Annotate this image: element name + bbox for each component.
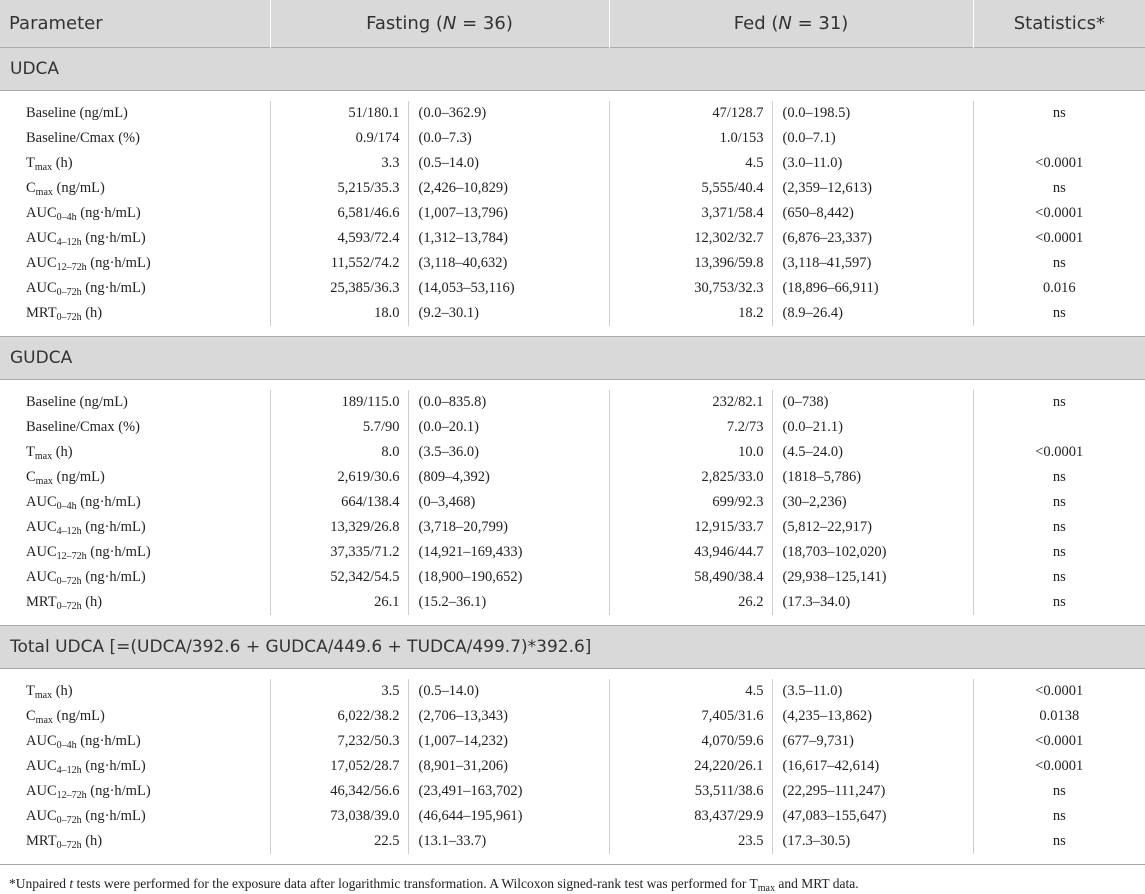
parameter-name: AUC	[26, 783, 57, 799]
parameter-name: AUC	[26, 733, 57, 749]
row-spacer	[0, 854, 1145, 864]
parameter-subscript: 0–72h	[56, 312, 82, 323]
fasting-value-cell: 7,232/50.3	[270, 729, 408, 754]
table-row	[0, 301, 1145, 326]
fed-value-cell: 83,437/29.9	[609, 804, 772, 829]
fasting-value-cell: 664/138.4	[270, 490, 408, 515]
fasting-value-cell: 73,038/39.0	[270, 804, 408, 829]
parameter-name: C	[26, 469, 36, 485]
row-spacer	[0, 669, 1145, 680]
fasting-value-cell: 46,342/56.6	[270, 779, 408, 804]
fasting-value-cell: 0.9/174	[270, 126, 408, 151]
parameter-cell	[0, 490, 270, 515]
fed-value-cell: 12,915/33.7	[609, 515, 772, 540]
parameter-cell	[0, 540, 270, 565]
table-row	[0, 590, 1145, 615]
section-header-row	[0, 48, 1145, 91]
fed-value-cell: 3,371/58.4	[609, 201, 772, 226]
fasting-range-cell: (18,900–190,652)	[408, 565, 609, 590]
parameter-unit: (ng·h/mL)	[81, 230, 146, 246]
table-row	[0, 729, 1145, 754]
fed-range-cell: (18,703–102,020)	[772, 540, 973, 565]
parameter-name: Baseline (ng/mL)	[26, 394, 128, 410]
fasting-value-cell: 51/180.1	[270, 101, 408, 126]
table-row	[0, 540, 1145, 565]
parameter-unit: (ng·h/mL)	[81, 280, 146, 296]
fasting-value-cell: 25,385/36.3	[270, 276, 408, 301]
parameter-subscript: 12–72h	[56, 551, 87, 562]
statistics-cell: 0.016	[1042, 280, 1076, 296]
statistics-cell	[973, 126, 1145, 151]
fasting-range-cell: (0.0–362.9)	[408, 101, 609, 126]
table-row	[0, 754, 1145, 779]
statistics-cell: ns	[1052, 519, 1066, 535]
parameter-cell	[0, 176, 270, 201]
statistics-cell: ns	[1052, 833, 1066, 849]
parameter-subscript: 0–4h	[56, 740, 77, 751]
parameter-name: AUC	[26, 758, 57, 774]
parameter-cell	[0, 465, 270, 490]
fasting-value-cell: 52,342/54.5	[270, 565, 408, 590]
fasting-range-cell: (0.0–7.3)	[408, 126, 609, 151]
row-spacer	[0, 615, 1145, 626]
statistics-cell: <0.0001	[1035, 733, 1084, 749]
parameter-unit: (ng·h/mL)	[86, 255, 151, 271]
parameter-cell	[0, 829, 270, 854]
parameter-name: AUC	[26, 519, 57, 535]
fed-range-cell: (0.0–21.1)	[772, 415, 973, 440]
parameter-unit: (ng·h/mL)	[86, 783, 151, 799]
parameter-subscript: 4–12h	[56, 237, 82, 248]
fasting-value-cell: 17,052/28.7	[270, 754, 408, 779]
statistics-cell: ns	[1052, 783, 1066, 799]
statistics-cell: ns	[1052, 469, 1066, 485]
fasting-range-cell: (15.2–36.1)	[408, 590, 609, 615]
section-title: Total UDCA [=(UDCA/392.6 + GUDCA/449.6 + TUDCA/499.7)*392.6]	[0, 626, 1145, 669]
fasting-range-cell: (0.0–20.1)	[408, 415, 609, 440]
spacer-cell	[0, 91, 1145, 102]
parameter-name: C	[26, 708, 36, 724]
statistics-cell: <0.0001	[1035, 230, 1084, 246]
table-footnote: *Unpaired t tests were performed for the exposure data after logarithmic transformation. A Wilcoxon signed-rank test was performed for $T_{max}$ and MRT data.	[0, 864, 1145, 892]
fed-range-cell: (8.9–26.4)	[772, 301, 973, 326]
row-spacer	[0, 91, 1145, 102]
fasting-range-cell: (0–3,468)	[408, 490, 609, 515]
parameter-subscript: max	[35, 476, 53, 487]
statistics-cell: ns	[1052, 494, 1066, 510]
statistics-cell: ns	[1052, 105, 1066, 121]
fed-range-cell: (5,812–22,917)	[772, 515, 973, 540]
fed-value-cell: 1.0/153	[609, 126, 772, 151]
fasting-value-cell: 2,619/30.6	[270, 465, 408, 490]
parameter-subscript: max	[34, 690, 53, 701]
parameter-unit: (ng·h/mL)	[76, 494, 141, 510]
parameter-name: T	[26, 444, 35, 460]
parameter-cell	[0, 226, 270, 251]
parameter-subscript: 4–12h	[56, 526, 82, 537]
fed-value-cell: 43,946/44.7	[609, 540, 772, 565]
fasting-value-cell: 5,215/35.3	[270, 176, 408, 201]
parameter-name: C	[26, 180, 36, 196]
fasting-range-cell: (0.0–835.8)	[408, 390, 609, 415]
parameter-subscript: 0–4h	[56, 501, 77, 512]
parameter-name: T	[26, 155, 35, 171]
statistics-cell: ns	[1052, 394, 1066, 410]
table-row	[0, 276, 1145, 301]
table-row	[0, 465, 1145, 490]
parameter-name: AUC	[26, 569, 57, 585]
parameter-cell	[0, 251, 270, 276]
fed-range-cell: (17.3–34.0)	[772, 590, 973, 615]
fasting-value-cell: 13,329/26.8	[270, 515, 408, 540]
table-row	[0, 151, 1145, 176]
header-fasting: Fasting (N = 36)	[270, 0, 609, 48]
section-header-row	[0, 626, 1145, 669]
table-row	[0, 490, 1145, 515]
statistics-cell: 0.0138	[1039, 708, 1080, 724]
fed-value-cell: 699/92.3	[609, 490, 772, 515]
table-row	[0, 804, 1145, 829]
parameter-subscript: max	[34, 162, 53, 173]
parameter-subscript: max	[35, 187, 53, 198]
statistics-cell: ns	[1052, 305, 1066, 321]
parameter-subscript: 0–4h	[56, 212, 77, 223]
parameter-unit: (ng·h/mL)	[81, 758, 146, 774]
fed-range-cell: (1818–5,786)	[772, 465, 973, 490]
section-title: UDCA	[0, 48, 1145, 91]
table-row	[0, 565, 1145, 590]
parameter-unit: (h)	[81, 594, 103, 610]
fed-value-cell: 2,825/33.0	[609, 465, 772, 490]
fasting-range-cell: (1,312–13,784)	[408, 226, 609, 251]
parameter-cell	[0, 515, 270, 540]
header-statistics: Statistics*	[973, 0, 1145, 48]
fed-range-cell: (0.0–198.5)	[772, 101, 973, 126]
fed-value-cell: 4.5	[609, 679, 772, 704]
parameter-name: AUC	[26, 255, 57, 271]
parameter-name: AUC	[26, 230, 57, 246]
fed-range-cell: (677–9,731)	[772, 729, 973, 754]
fasting-value-cell: 18.0	[270, 301, 408, 326]
fed-range-cell: (3.0–11.0)	[772, 151, 973, 176]
table-row	[0, 251, 1145, 276]
parameter-name: AUC	[26, 205, 57, 221]
fed-value-cell: 232/82.1	[609, 390, 772, 415]
table-row	[0, 176, 1145, 201]
parameter-cell	[0, 151, 270, 176]
parameter-subscript: max	[34, 451, 53, 462]
fed-value-cell: 7,405/31.6	[609, 704, 772, 729]
parameter-cell	[0, 101, 270, 126]
fed-value-cell: 4,070/59.6	[609, 729, 772, 754]
fed-range-cell: (17.3–30.5)	[772, 829, 973, 854]
parameter-unit: (h)	[52, 444, 73, 460]
fed-value-cell: 30,753/32.3	[609, 276, 772, 301]
fasting-value-cell: 6,022/38.2	[270, 704, 408, 729]
parameter-name: AUC	[26, 280, 57, 296]
fed-range-cell: (30–2,236)	[772, 490, 973, 515]
parameter-subscript: 0–72h	[56, 601, 82, 612]
fasting-range-cell: (3.5–36.0)	[408, 440, 609, 465]
fasting-range-cell: (2,706–13,343)	[408, 704, 609, 729]
parameter-subscript: 0–72h	[56, 287, 82, 298]
fasting-value-cell: 11,552/74.2	[270, 251, 408, 276]
fed-value-cell: 13,396/59.8	[609, 251, 772, 276]
parameter-cell	[0, 704, 270, 729]
table-header-row	[0, 0, 1145, 48]
parameter-unit: (ng·h/mL)	[76, 205, 141, 221]
header-fed: Fed (N = 31)	[609, 0, 973, 48]
fasting-range-cell: (14,053–53,116)	[408, 276, 609, 301]
table-row	[0, 704, 1145, 729]
parameter-cell	[0, 729, 270, 754]
row-spacer	[0, 326, 1145, 337]
parameter-unit: (h)	[52, 155, 73, 171]
parameter-unit: (h)	[52, 683, 73, 699]
fed-range-cell: (18,896–66,911)	[772, 276, 973, 301]
spacer-cell	[0, 669, 1145, 680]
parameter-name: T	[26, 683, 35, 699]
table-row	[0, 515, 1145, 540]
fasting-range-cell: (3,118–40,632)	[408, 251, 609, 276]
statistics-cell: <0.0001	[1035, 205, 1084, 221]
parameter-cell	[0, 440, 270, 465]
fed-value-cell: 10.0	[609, 440, 772, 465]
parameter-subscript: 12–72h	[56, 262, 87, 273]
fasting-value-cell: 6,581/46.6	[270, 201, 408, 226]
fed-range-cell: (47,083–155,647)	[772, 804, 973, 829]
parameter-cell	[0, 679, 270, 704]
table-row	[0, 440, 1145, 465]
parameter-subscript: 12–72h	[56, 790, 87, 801]
statistics-cell: ns	[1052, 808, 1066, 824]
fed-range-cell: (3.5–11.0)	[772, 679, 973, 704]
parameter-unit: (h)	[81, 833, 103, 849]
fasting-value-cell: 37,335/71.2	[270, 540, 408, 565]
parameter-cell	[0, 201, 270, 226]
fasting-value-cell: 8.0	[270, 440, 408, 465]
parameter-cell	[0, 565, 270, 590]
statistics-cell: ns	[1052, 180, 1066, 196]
fasting-value-cell: 3.3	[270, 151, 408, 176]
parameter-unit: (ng·h/mL)	[86, 544, 151, 560]
table-row	[0, 126, 1145, 151]
parameter-cell	[0, 804, 270, 829]
fed-value-cell: 12,302/32.7	[609, 226, 772, 251]
fasting-range-cell: (1,007–14,232)	[408, 729, 609, 754]
section-header-row	[0, 337, 1145, 380]
table-row	[0, 779, 1145, 804]
fasting-range-cell: (23,491–163,702)	[408, 779, 609, 804]
fasting-value-cell: 3.5	[270, 679, 408, 704]
statistics-cell: ns	[1052, 569, 1066, 585]
parameter-unit: (ng·h/mL)	[76, 733, 141, 749]
fasting-range-cell: (14,921–169,433)	[408, 540, 609, 565]
fed-range-cell: (650–8,442)	[772, 201, 973, 226]
statistics-cell: ns	[1052, 544, 1066, 560]
table-row	[0, 201, 1145, 226]
table-row	[0, 101, 1145, 126]
fed-value-cell: 23.5	[609, 829, 772, 854]
fed-value-cell: 5,555/40.4	[609, 176, 772, 201]
spacer-cell	[0, 326, 1145, 337]
parameter-subscript: 4–12h	[56, 765, 82, 776]
fed-value-cell: 18.2	[609, 301, 772, 326]
fed-range-cell: (29,938–125,141)	[772, 565, 973, 590]
statistics-cell: <0.0001	[1035, 444, 1084, 460]
parameter-name: MRT	[26, 305, 57, 321]
fasting-range-cell: (0.5–14.0)	[408, 679, 609, 704]
fed-range-cell: (16,617–42,614)	[772, 754, 973, 779]
fasting-value-cell: 5.7/90	[270, 415, 408, 440]
fasting-range-cell: (13.1–33.7)	[408, 829, 609, 854]
parameter-name: AUC	[26, 494, 57, 510]
fed-range-cell: (2,359–12,613)	[772, 176, 973, 201]
parameter-name: AUC	[26, 544, 57, 560]
section-title: GUDCA	[0, 337, 1145, 380]
parameter-cell	[0, 754, 270, 779]
fasting-range-cell: (809–4,392)	[408, 465, 609, 490]
parameter-subscript: 0–72h	[56, 840, 82, 851]
statistics-cell	[973, 415, 1145, 440]
parameter-name: Baseline (ng/mL)	[26, 105, 128, 121]
spacer-cell	[0, 615, 1145, 626]
parameter-name: MRT	[26, 594, 57, 610]
fed-range-cell: (4.5–24.0)	[772, 440, 973, 465]
fed-value-cell: 26.2	[609, 590, 772, 615]
table-row	[0, 226, 1145, 251]
table-row	[0, 679, 1145, 704]
fed-range-cell: (0–738)	[772, 390, 973, 415]
fasting-value-cell: 4,593/72.4	[270, 226, 408, 251]
fasting-range-cell: (46,644–195,961)	[408, 804, 609, 829]
parameter-cell	[0, 590, 270, 615]
parameter-name: AUC	[26, 808, 57, 824]
parameter-cell	[0, 301, 270, 326]
parameter-unit: (ng/mL)	[52, 708, 105, 724]
fed-value-cell: 4.5	[609, 151, 772, 176]
header-parameter: Parameter	[0, 0, 270, 48]
parameter-unit: (ng·h/mL)	[81, 519, 146, 535]
parameter-cell	[0, 126, 270, 151]
parameter-cell	[0, 779, 270, 804]
fed-range-cell: (3,118–41,597)	[772, 251, 973, 276]
fed-range-cell: (4,235–13,862)	[772, 704, 973, 729]
statistics-cell: <0.0001	[1035, 155, 1084, 171]
fasting-range-cell: (3,718–20,799)	[408, 515, 609, 540]
parameter-unit: (h)	[81, 305, 103, 321]
parameter-name: Baseline/Cmax (%)	[26, 130, 140, 146]
fed-value-cell: 58,490/38.4	[609, 565, 772, 590]
table-row	[0, 415, 1145, 440]
row-spacer	[0, 380, 1145, 391]
statistics-cell: ns	[1052, 255, 1066, 271]
fasting-range-cell: (1,007–13,796)	[408, 201, 609, 226]
fed-value-cell: 53,511/38.6	[609, 779, 772, 804]
parameter-subscript: 0–72h	[56, 576, 82, 587]
fasting-value-cell: 22.5	[270, 829, 408, 854]
fasting-range-cell: (9.2–30.1)	[408, 301, 609, 326]
statistics-cell: ns	[1052, 594, 1066, 610]
parameter-cell	[0, 276, 270, 301]
parameter-unit: (ng·h/mL)	[81, 569, 146, 585]
parameter-name: MRT	[26, 833, 57, 849]
spacer-cell	[0, 380, 1145, 391]
statistics-cell: <0.0001	[1035, 758, 1084, 774]
fed-range-cell: (22,295–111,247)	[772, 779, 973, 804]
fasting-value-cell: 26.1	[270, 590, 408, 615]
fasting-range-cell: (2,426–10,829)	[408, 176, 609, 201]
spacer-cell	[0, 854, 1145, 864]
fasting-value-cell: 189/115.0	[270, 390, 408, 415]
fasting-range-cell: (0.5–14.0)	[408, 151, 609, 176]
statistics-cell: <0.0001	[1035, 683, 1084, 699]
parameter-cell	[0, 415, 270, 440]
parameter-unit: (ng/mL)	[52, 469, 105, 485]
fed-value-cell: 24,220/26.1	[609, 754, 772, 779]
fasting-range-cell: (8,901–31,206)	[408, 754, 609, 779]
fed-range-cell: (0.0–7.1)	[772, 126, 973, 151]
table-row	[0, 390, 1145, 415]
fed-value-cell: 7.2/73	[609, 415, 772, 440]
fed-range-cell: (6,876–23,337)	[772, 226, 973, 251]
parameter-cell	[0, 390, 270, 415]
parameter-name: Baseline/Cmax (%)	[26, 419, 140, 435]
parameter-subscript: max	[35, 715, 53, 726]
fed-value-cell: 47/128.7	[609, 101, 772, 126]
parameter-unit: (ng·h/mL)	[81, 808, 146, 824]
parameter-subscript: 0–72h	[56, 815, 82, 826]
parameter-unit: (ng/mL)	[52, 180, 105, 196]
table-row	[0, 829, 1145, 854]
